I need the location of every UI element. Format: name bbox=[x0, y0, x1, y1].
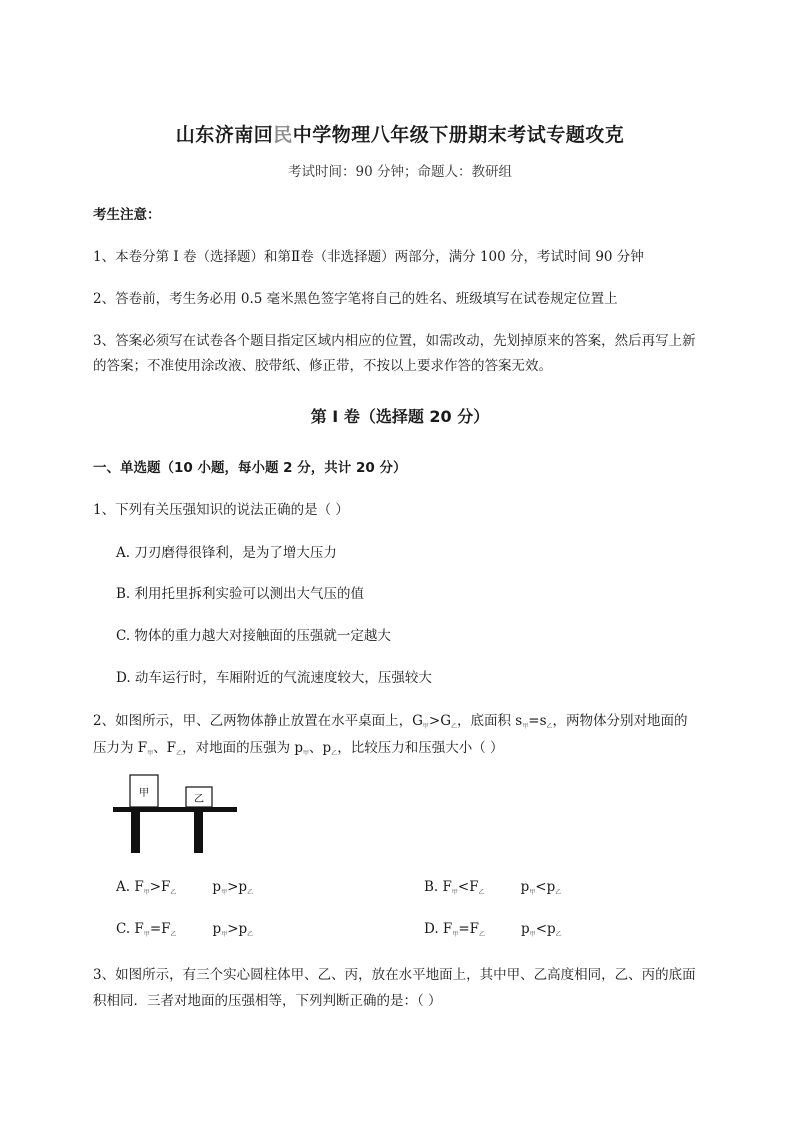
notice-item-3-line2: 的答案；不准使用涂改液、胶带纸、修正带，不按以上要求作答的答案无效。 bbox=[93, 358, 552, 374]
notice-item-3-line1: 3、答案必须写在试卷各个题目指定区域内相应的位置，如需改动，先划掉原来的答案，然后再写上新 bbox=[93, 333, 696, 349]
table-leg-right bbox=[194, 812, 203, 853]
section-title: 第 I 卷（选择题 20 分） bbox=[310, 407, 490, 426]
question-2-line1: 2、如图所示，甲、乙两物体静止放置在水平桌面上，$G_甲>G_乙$，底面积 $s_甲=s_乙$，两物体分别对地面的 bbox=[93, 713, 688, 730]
question-2-option-b: B. $F_甲<F_乙$ $p_甲<p_乙$ bbox=[424, 879, 562, 896]
question-3-line1: 3、如图所示，有三个实心圆柱体甲、乙、丙，放在水平地面上，其中甲、乙高度相同，乙、丙的底面 bbox=[93, 967, 696, 983]
part-heading: 一、单选题（10 小题，每小题 2 分，共计 20 分） bbox=[93, 460, 407, 476]
notice-item-1: 1、本卷分第 I 卷（选择题）和第Ⅱ卷（非选择题）两部分，满分 100 分，考试时间 90 分钟 bbox=[93, 249, 644, 265]
notice-item-2: 2、答卷前，考生务必用 0.5 毫米黑色签字笔将自己的姓名、班级填写在试卷规定位置上 bbox=[93, 291, 618, 307]
notice-heading: 考生注意： bbox=[93, 207, 161, 223]
label-jia: 甲 bbox=[139, 788, 149, 799]
table-leg-left bbox=[131, 812, 140, 853]
table-diagram bbox=[113, 773, 237, 853]
question-2-option-a: A. $F_甲>F_乙$ $p_甲>p_乙$ bbox=[116, 879, 254, 896]
question-1-option-a: A. 刀刃磨得很锋利，是为了增大压力 bbox=[116, 545, 337, 561]
question-1-option-b: B. 利用托里拆利实验可以测出大气压的值 bbox=[116, 586, 365, 602]
document-title: 山东济南回民中学物理八年级下册期末考试专题攻克 bbox=[175, 124, 625, 146]
question-2-option-c: C. $F_甲=F_乙$ $p_甲>p_乙$ bbox=[116, 921, 254, 938]
question-2-option-d: D. $F_甲=F_乙$ $p_甲<p_乙$ bbox=[424, 921, 562, 938]
question-2-line2: 压力为 $F_甲$、$F_乙$，对地面的压强为 $p_甲$、$p_乙$，比较压力和压强大小（ ） bbox=[93, 740, 504, 757]
tabletop bbox=[113, 807, 237, 812]
question-1-option-c: C. 物体的重力越大对接触面的压强就一定越大 bbox=[116, 628, 391, 644]
question-1-stem: 1、下列有关压强知识的说法正确的是（ ） bbox=[93, 502, 349, 518]
question-1-option-d: D. 动车运行时，车厢附近的气流速度较大，压强较大 bbox=[116, 670, 432, 686]
label-yi: 乙 bbox=[194, 794, 204, 805]
exam-info: 考试时间：90 分钟；命题人：教研组 bbox=[288, 164, 512, 180]
question-3-line2: 积相同．三者对地面的压强相等，下列判断正确的是：（ ） bbox=[93, 993, 442, 1009]
